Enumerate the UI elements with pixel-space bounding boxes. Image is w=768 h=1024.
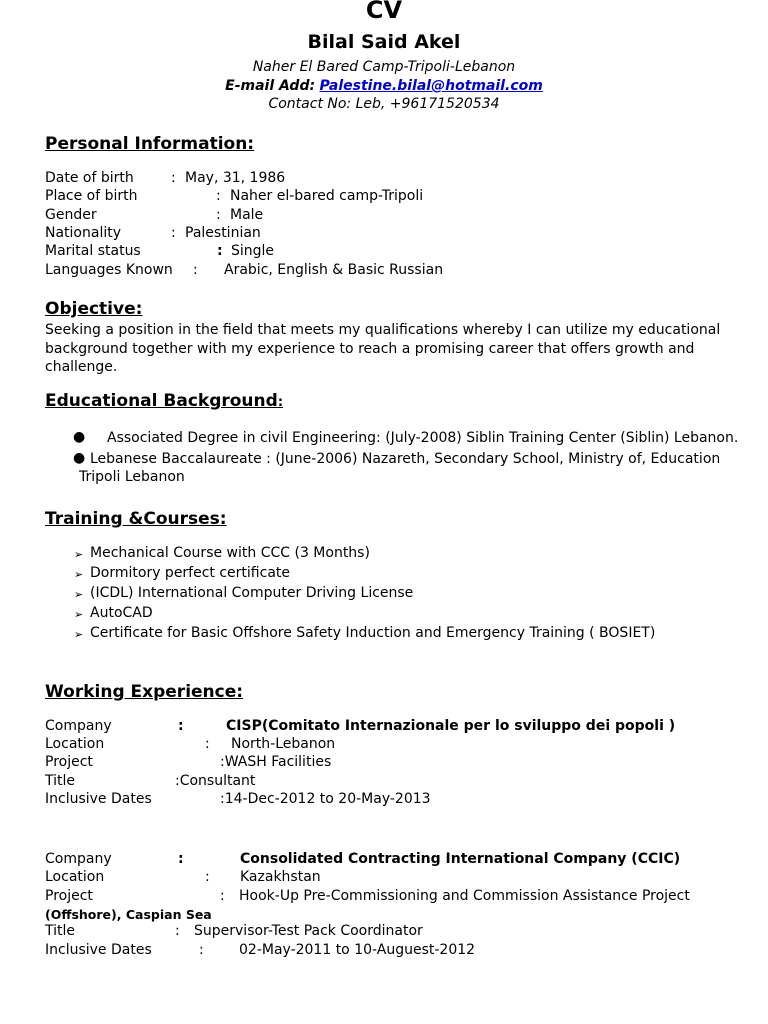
languages-label: Languages Known [45, 262, 173, 278]
pob-sep: : [216, 188, 221, 204]
training-item: Dormitory perfect certificate [90, 565, 291, 581]
job2-company-sep: : [178, 851, 184, 867]
job2-title-label: Title [45, 923, 76, 939]
languages-sep: : [193, 262, 198, 278]
job2-title-sep: : [175, 923, 180, 939]
gender-value: Male [230, 207, 264, 223]
job2-dates-sep: : [199, 942, 204, 958]
gender-label: Gender [45, 207, 97, 223]
email-label: E-mail Add: [225, 78, 316, 94]
dob-label: Date of birth [45, 170, 134, 186]
job2-location-label: Location [45, 869, 105, 885]
training-item: Certificate for Basic Offshore Safety Induction and Emergency Training ( BOSIET) [90, 625, 656, 641]
pob-label: Place of birth [45, 188, 138, 204]
email-line [0, 78, 768, 94]
training-item: (ICDL) International Computer Driving License [90, 585, 414, 601]
job1-company-label: Company [45, 718, 112, 734]
marital-sep: : [217, 243, 223, 259]
education-item: Lebanese Baccalaureate : (June-2006) Nazareth, Secondary School, Ministry of, Education [90, 451, 721, 467]
nationality-sep: : [171, 225, 176, 241]
marital-label: Marital status [45, 243, 141, 259]
job1-location: North-Lebanon [231, 736, 336, 752]
job1-location-label: Location [45, 736, 105, 752]
education-heading-text: Educational Background [45, 391, 278, 411]
job2-location: Kazakhstan [240, 869, 321, 885]
experience-heading: Working Experience: [45, 682, 244, 702]
contact-number: Contact No: Leb, +96171520534 [268, 96, 500, 112]
arrow-bullet-icon: ➢ [74, 628, 84, 641]
education-heading-colon: : [277, 395, 284, 410]
arrow-bullet-icon: ➢ [74, 568, 84, 581]
education-heading [45, 391, 283, 411]
objective-heading: Objective: [45, 299, 143, 319]
job2-company: Consolidated Contracting International Company (CCIC) [240, 851, 681, 867]
languages-value: Arabic, English & Basic Russian [224, 262, 444, 278]
dob-value: May, 31, 1986 [185, 170, 286, 186]
job1-company: CISP(Comitato Internazionale per lo sviluppo dei popoli ) [226, 718, 676, 734]
job1-location-sep: : [205, 736, 210, 752]
objective-text: Seeking a position in the field that meets my qualifications whereby I can utilize my educational background together with my experience to reach a promising career that offers growth and challenge. [45, 322, 721, 375]
job1-company-sep: : [178, 718, 184, 734]
arrow-bullet-icon: ➢ [74, 548, 84, 561]
address: Naher El Bared Camp-Tripoli-Lebanon [252, 59, 516, 75]
job2-project-label: Project [45, 888, 93, 904]
training-item: Mechanical Course with CCC (3 Months) [90, 545, 370, 561]
nationality-value: Palestinian [185, 225, 261, 241]
job2-location-sep: : [205, 869, 210, 885]
job2-project: Hook-Up Pre-Commissioning and Commission Assistance Project [239, 888, 690, 904]
email-link[interactable]: Palestine.bilal@hotmail.com [319, 78, 543, 94]
job2-project-sep: : [220, 888, 225, 904]
personal-info-heading: Personal Information: [45, 134, 255, 154]
job1-dates: :14-Dec-2012 to 20-May-2013 [220, 791, 431, 807]
arrow-bullet-icon: ➢ [74, 608, 84, 621]
job1-title: :Consultant [175, 773, 256, 789]
job2-title: Supervisor-Test Pack Coordinator [194, 923, 423, 939]
education-item: Associated Degree in civil Engineering: (July-2008) Siblin Training Center (Siblin) Lebanon. [107, 430, 739, 446]
job1-project-label: Project [45, 754, 93, 770]
bullet-dot-icon: ● [73, 450, 86, 466]
training-heading: Training &Courses: [45, 509, 227, 529]
nationality-label: Nationality [45, 225, 122, 241]
job2-company-label: Company [45, 851, 112, 867]
training-item: AutoCAD [90, 605, 153, 621]
marital-value: Single [231, 243, 275, 259]
job1-dates-label: Inclusive Dates [45, 791, 152, 807]
job2-dates-label: Inclusive Dates [45, 942, 152, 958]
job1-project: :WASH Facilities [220, 754, 332, 770]
gender-sep: : [216, 207, 221, 223]
job2-project-continuation: (Offshore), Caspian Sea [45, 907, 212, 922]
cv-title: CV [365, 0, 403, 24]
bullet-dot-icon: ● [73, 429, 86, 445]
job1-title-label: Title [45, 773, 76, 789]
pob-value: Naher el-bared camp-Tripoli [230, 188, 424, 204]
job2-dates: 02-May-2011 to 10-Auguest-2012 [239, 942, 476, 958]
education-item-continuation: Tripoli Lebanon [79, 469, 185, 485]
arrow-bullet-icon: ➢ [74, 588, 84, 601]
candidate-name: Bilal Said Akel [307, 31, 461, 53]
dob-sep: : [171, 170, 176, 186]
